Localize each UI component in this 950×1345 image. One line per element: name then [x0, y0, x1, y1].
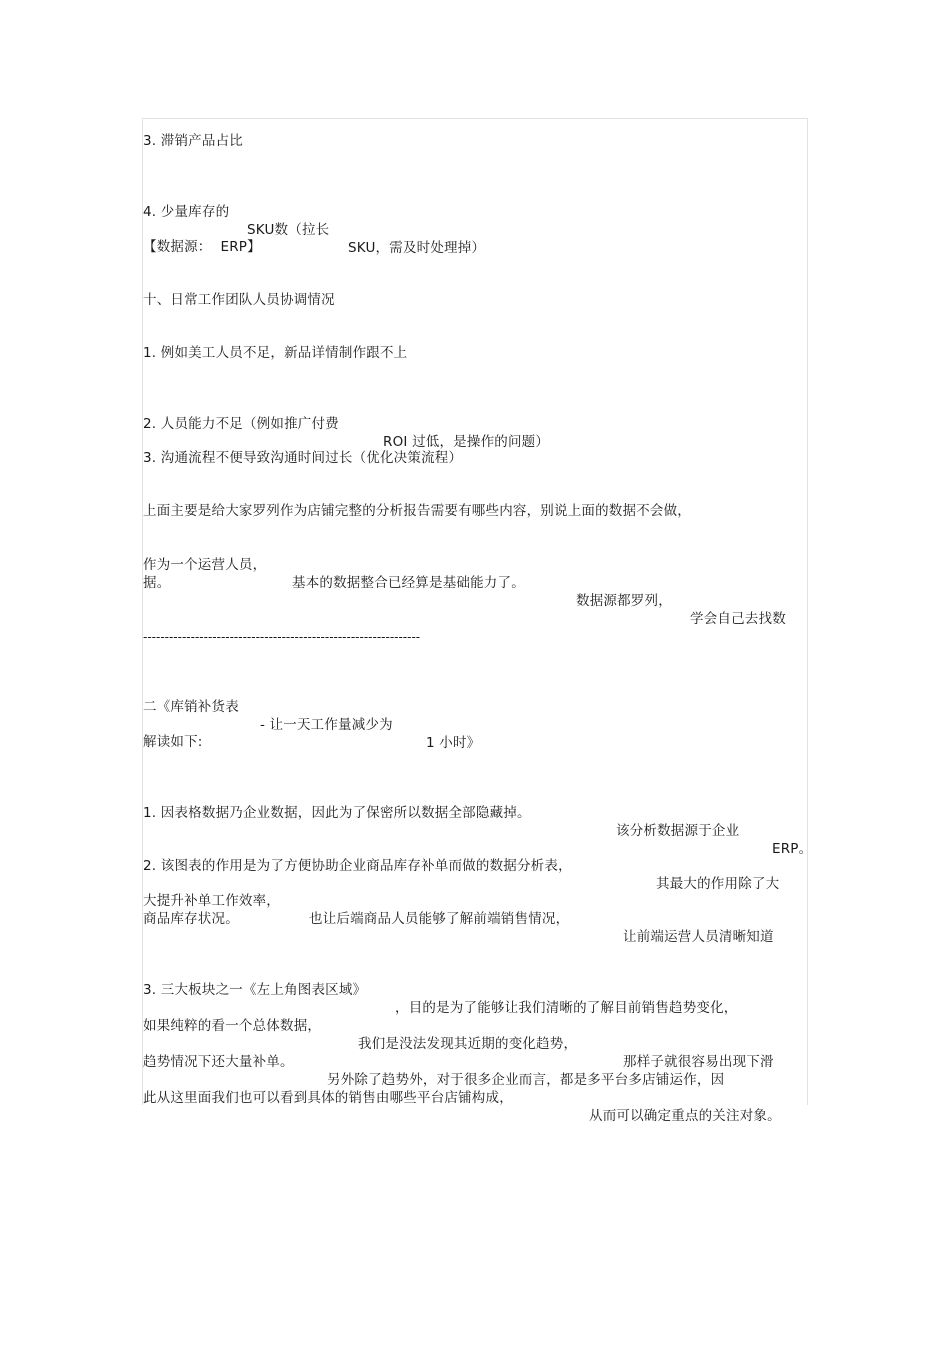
text-segment: 1 小时》 — [426, 735, 481, 751]
text-segment: ERP。 — [772, 841, 813, 857]
text-segment: 基本的数据整合已经算是基础能力了。 — [292, 575, 525, 591]
list-item-design-staff: 1. 例如美工人员不足，新品详情制作跟不上 — [143, 345, 408, 361]
list-item-staff-ability — [143, 397, 550, 451]
text-segment: SKU，需及时处理掉） — [348, 240, 486, 256]
text-segment: 其最大的作用除了大 — [656, 876, 780, 892]
subheading-explanation: 解读如下: — [143, 734, 203, 750]
text-segment: ROI 过低，是操作的问题） — [383, 434, 550, 450]
text-segment: 2. 该图表的作用是为了方便协助企业商品库存补单而做的数据分析表， — [143, 858, 572, 874]
text-segment: ，目的是为了能够让我们清晰的了解目前销售趋势变化， — [395, 1000, 738, 1016]
text-segment: 让前端运营人员清晰知道 — [623, 929, 774, 945]
list-item-slow-products: 3. 滞销产品占比 — [143, 133, 243, 149]
separator-line: ---------------------------------------------------------------- — [143, 630, 421, 644]
paragraph-line: 商品库存状况。 — [143, 911, 239, 927]
text-segment: 数据源都罗列， — [576, 593, 672, 609]
text-segment: 该分析数据源于企业 — [616, 823, 740, 839]
text-segment: 学会自己去找数 — [690, 611, 786, 627]
text-segment: 作为一个运营人员， — [143, 557, 267, 573]
paragraph-line: 上面主要是给大家罗列作为店铺完整的分析报告需要有哪些内容，别说上面的数据不会做， — [143, 503, 691, 519]
text-segment: 那样子就很容易出现下滑 — [623, 1054, 774, 1070]
data-source-note: 【数据源： ERP】 — [143, 239, 261, 255]
text-segment: 1. 因表格数据乃企业数据，因此为了保密所以数据全部隐藏掉。 — [143, 805, 531, 821]
text-segment: 大提升补单工作效率， — [143, 893, 280, 909]
text-segment: 3. 三大板块之一《左上角图表区域》 — [143, 982, 367, 998]
paragraph-line: 据。 — [143, 575, 171, 591]
text-segment: 另外除了趋势外，对于很多企业而言，都是多平台多店铺运作，因 — [327, 1072, 725, 1088]
text-segment: 我们是没法发现其近期的变化趋势， — [358, 1036, 578, 1052]
text-segment: 从而可以确定重点的关注对象。 — [589, 1108, 781, 1124]
text-segment: - 让一天工作量减少为 — [260, 717, 393, 733]
list-item-communication: 3. 沟通流程不便导致沟通时间过长（优化决策流程） — [143, 450, 463, 466]
text-segment: 此从这里面我们也可以看到具体的销售由哪些平台店铺构成， — [143, 1090, 513, 1106]
section-heading-team: 十、日常工作团队人员协调情况 — [143, 292, 335, 308]
text-segment: 趋势情况下还大量补单。 — [143, 1054, 294, 1070]
text-segment: SKU数（拉长 — [247, 222, 330, 238]
text-segment: 4. 少量库存的 — [143, 204, 230, 220]
text-segment: 也让后端商品人员能够了解前端销售情况， — [309, 911, 570, 927]
text-segment: 如果纯粹的看一个总体数据， — [143, 1018, 322, 1034]
text-segment: 2. 人员能力不足（例如推广付费 — [143, 416, 339, 432]
text-segment: 二《库销补货表 — [143, 699, 239, 715]
